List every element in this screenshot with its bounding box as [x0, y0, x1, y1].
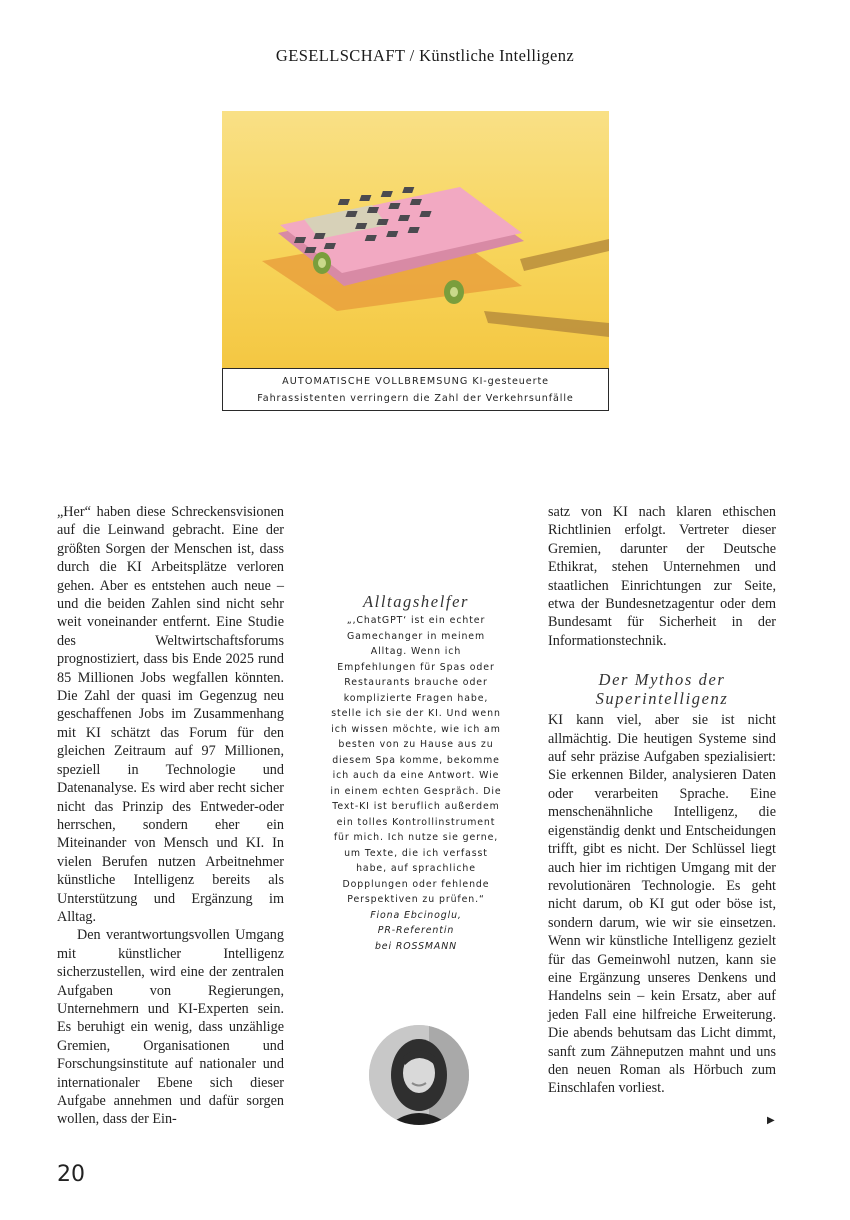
pull-quote	[330, 592, 502, 954]
subheading-line-1: Der Mythos der	[598, 670, 726, 690]
section-subheading	[548, 670, 776, 708]
right-paragraph-2: KI kann viel, aber sie ist nicht allmächtig. Die heutigen Systeme sind auf sehr präzise Aufgaben spezialisiert: Sie erkennen Bilder, analysieren Daten oder verarbeiten Sprache. Eine menschenähnliche Intelligenz, die eigenständig denkt und Entscheidungen trifft, gibt es nicht. Der Schlüssel liegt auch hier im richtigen Umgang mit der revolutionären Technologie. Es geht nicht darum, ob KI gut oder böse ist, sondern darum, wie wir sie einsetzen. Wenn wir künstliche Intelligenz gezielt für das Gemeinwohl nutzen, kann sie eine Ergänzung unseres Denkens und Handelns sein – kein Ersatz, aber auf jeden Fall eine hilfreiche Erweiterung. Die abends behutsam das Licht dimmt, sanft zum Zähneputzen mahnt und uns den neuen Roman als Hörbuch zum Einschlafen vorliest.	[548, 712, 776, 1097]
portrait-illustration	[369, 1025, 469, 1125]
left-paragraph-1: „Her“ haben diese Schreckensvisionen auf die Leinwand gebracht. Eine der größten Sorgen der Menschen ist, dass durch die KI Arbeitsplätze verloren gehen. Aber es entstehen auch neue – und die beiden Zahlen sind nicht sehr weit voneinander entfernt. Eine Studie des Weltwirtschaftsforums prognostiziert, dass bis Ende 2025 rund 85 Millionen Jobs wegfallen könnten. Die Zahl der quasi im Gegenzug neu geschaffenen Jobs im Zusammenhang mit KI schätzt das Forum für den gleichen Zeitraum auf 97 Millionen, speziell in Technologie und Datenanalyse. Es wird aber recht sicher nicht das Prinzip des Entweder-oder herrschen, sondern eher ein Miteinander von Mensch und KI. In vielen Berufen nutzen Arbeitnehmer künstliche Intelligenz bereits als Unterstützung und Ergänzung im Alltag.	[57, 504, 284, 925]
quote-author-name: Fiona Ebcinoglu,	[370, 909, 462, 921]
right-column	[548, 503, 776, 1098]
page-number: 20	[57, 1162, 85, 1187]
author-portrait	[369, 1025, 469, 1125]
caption-title: AUTOMATISCHE VOLLBREMSUNG	[282, 376, 469, 387]
left-paragraph-2: Den verantwortungsvollen Umgang mit künstlicher Intelligenz sicherzustellen, wird eine der zentralen Aufgaben von Regierungen, Unternehmern und KI-Experten sein. Es beruhigt ein wenig, dass unzählige Gremien, Organisationen und Forschungsinstitute auf nationaler und internationaler Ebene sich dieser Aufgabe annehmen und dafür sorgen wollen, dass der Ein-	[57, 927, 284, 1128]
subheading-line-2: Superintelligenz	[595, 689, 729, 709]
photo-caption	[222, 368, 609, 411]
quote-heading: Alltagshelfer	[362, 592, 470, 611]
calculator-illustration	[222, 111, 609, 369]
running-head: GESELLSCHAFT / Künstliche Intelligenz	[275, 46, 575, 65]
caption-text-line2: Fahrassistenten verringern die Zahl der Verkehrsunfälle	[257, 393, 574, 404]
left-column	[57, 503, 284, 1129]
right-paragraph-1: satz von KI nach klaren ethischen Richtlinien erfolgt. Vertreter dieser Gremien, darunter der Deutsche Ethikrat, stehen Unternehmen und staatlichen Einrichtungen zur Seite, etwa der Bundesnetzagentur oder dem Bundesamt für Sicherheit in der Informationstechnik.	[548, 504, 776, 649]
end-of-article-icon: ▶	[767, 1115, 775, 1126]
caption-text-part: KI-gesteuerte	[472, 376, 549, 387]
quote-author-role: PR-Referentin	[377, 925, 455, 936]
calculator-photo	[222, 111, 609, 369]
quote-author-company: bei ROSSMANN	[374, 940, 458, 952]
quote-text: „‚ChatGPT‘ ist ein echter Gamechanger in meinem Alltag. Wenn ich Empfehlungen für Spas oder Restaurants brauche oder komplizierte Fragen habe, stelle ich sie der KI. Und wenn ich wissen möchte, wie ich am besten von zu Hause aus zu diesem Spa komme, bekomme ich auch da eine Antwort. Wie in einem echten Gespräch. Die Text-KI ist beruflich außerdem ein tolles Kontrollinstrument für mich. Ich nutze sie gerne, um Texte, die ich verfasst habe, auf sprachliche Dopplungen oder fehlende Perspektiven zu prüfen.“	[330, 615, 502, 905]
